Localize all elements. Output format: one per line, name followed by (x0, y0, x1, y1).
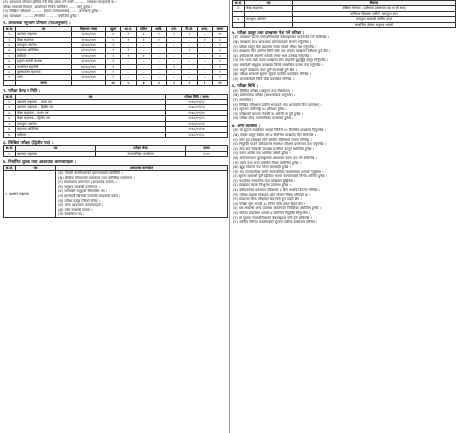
table-cell: – (167, 48, 182, 53)
table-cell: २९ (212, 80, 227, 85)
list-item: (ञ) थप जानकारीका लागि नगरपालिका कार्यालयमा सम्पर्क गर्नुहोला । (233, 169, 324, 174)
table-cell: – (182, 70, 197, 75)
table-cell: ६. (4, 59, 16, 64)
list-item: (ख) दोब्बर दस्तुर सहित थप ७ दिनभित्र दरखास्त दिन सकिनेछ । (233, 132, 316, 137)
table-cell: २ (106, 37, 121, 42)
list-item: (ड) दरखास्त फारम निःशुल्क उपलब्ध हुनेछ । (233, 183, 291, 188)
table-cell: प्रशासन सहायक – प्रथम पत्र (16, 100, 166, 105)
table-cell: – (167, 53, 182, 58)
table-cell: २ (106, 53, 121, 58)
table-cell: २ (121, 32, 136, 37)
table-cell: – (197, 59, 212, 64)
column-header: क्र.सं. (4, 165, 16, 170)
intro-line: (ङ) आवश्यक योग्यता हासिल गरी सेवा प्रवेश गर्न सक्ने ……… उपलब्ध कराइएको छ । (3, 0, 117, 4)
table-cell: – (151, 43, 166, 48)
table-cell: सहायक प्राविधिक (16, 48, 72, 53)
table-cell: – (151, 64, 166, 69)
vacancy-table-body (4, 32, 228, 86)
list-item: (क) लिखित परीक्षा (वस्तुगत तथा विषयगत) । (233, 88, 293, 93)
table-cell: १ (212, 70, 227, 75)
table-cell: १ (197, 37, 212, 42)
table-cell: ३. (4, 110, 16, 115)
exam-center-table (3, 145, 228, 157)
table-cell: ३. (4, 43, 16, 48)
table-cell: ५. (4, 53, 16, 58)
table-cell: सहायक प्राविधिक (16, 127, 166, 132)
column-header: क्र.सं. (4, 146, 16, 151)
table-cell: – (197, 43, 212, 48)
table-cell: ६ (212, 37, 227, 42)
section-5-title: ५. परीक्षा दस्तुर तथा दरखास्त पेश गर्ने तरिका : (232, 30, 305, 36)
table-cell: १ (151, 37, 166, 42)
table-cell: – (136, 59, 151, 64)
table-cell: १ (182, 48, 197, 53)
column-header: पद (245, 1, 293, 6)
table-cell: कार्यालय सहयोगी (16, 64, 72, 69)
table-cell: – (151, 59, 166, 64)
table-cell: – (182, 53, 197, 58)
table-cell: – (167, 43, 182, 48)
table-cell: ३. (233, 17, 245, 22)
application-procedure-list (232, 35, 456, 81)
exam-center-body (4, 151, 228, 156)
table-cell: – (121, 59, 136, 64)
column-header: परीक्षा केन्द्र (96, 146, 186, 151)
table-cell: शैक्षिक योग्यता : प्रवीणता प्रमाणपत्र तह वा सो सरह (293, 6, 456, 11)
table-cell: – (182, 59, 197, 64)
table-cell: – (182, 37, 197, 42)
table-cell: १ (212, 59, 227, 64)
list-item: (ग) अन्तर्वार्ता । (233, 97, 254, 102)
table-cell: १ (106, 48, 121, 53)
list-item: (घ) दरखास्त दिने अन्तिम मिति पछि पेश भएका दरखास्त स्वीकार हुने छैन । (233, 49, 331, 54)
table-cell: ५/०७८/०७९ (72, 53, 106, 58)
list-item: (ङ) उम्मेदवारले आफ्नो सम्पर्क नम्बर स्पष्ट उल्लेख गर्नुपर्नेछ । (233, 53, 312, 58)
table-cell: ७/०७८/०७९ (72, 64, 106, 69)
list-item: (ग) परीक्षा दस्तुर बैंक खातामा जम्मा गरेको भौचर पेश गर्नुपर्नेछ । (233, 44, 317, 49)
list-item: (छ) परीक्षा दस्तुर तिरेको रसिद । (58, 198, 101, 203)
vacancy-table (3, 26, 228, 86)
table-cell: २ (151, 80, 166, 85)
list-item: (छ) कार्यसम्पादन मूल्याङ्कनका आधारमा करार थप गर्न सकिनेछ । (233, 155, 317, 160)
exam-schedule-body (4, 100, 228, 138)
table-cell: ३ (212, 48, 227, 53)
table-cell: २०७८/०९/१५ (166, 116, 228, 121)
table-cell: २०७८/०९/१६ (166, 121, 228, 126)
list-item: (च) हालसालै खिचेको पासपोर्ट साइजको फोटो । (58, 193, 121, 198)
table-cell: २०७८/०९/१४ (166, 110, 228, 115)
list-item: (ग) उमेर हद दरखास्त दिने अन्तिम मितिसम्म गणना गरिनेछ । (233, 137, 312, 142)
table-cell: नगरपालिका कार्यालय (96, 151, 186, 156)
table-row (4, 151, 228, 156)
list-item: (ख) प्रयोगात्मक परीक्षा (आवश्यकता अनुसार) । (233, 93, 296, 98)
table-cell: – (151, 48, 166, 53)
column-header: जम्मा (212, 26, 227, 31)
list-item: (ज) तलब तथा भत्ता प्रचलित नियम बमोजिम हुनेछ । (233, 160, 301, 165)
table-row (233, 22, 456, 27)
column-header: पि.क्षे. (182, 26, 197, 31)
left-column (3, 0, 228, 433)
list-item: (ञ) अन्तर्वार्ताको मिति पछि प्रकाशित गरिनेछ । (233, 76, 294, 81)
list-item: (ख) शैक्षिक योग्यताको प्रमाणपत्र तथा चारित्रिक प्रमाणपत्र । (58, 175, 135, 180)
table-cell: – (136, 48, 151, 53)
list-item: (ज) अन्य आवश्यक कागजातहरू । (58, 203, 104, 208)
table-cell: ९/०७८/०७९ (72, 75, 106, 80)
table-cell: ५ (121, 80, 136, 85)
table-cell: १ (106, 75, 121, 80)
table-cell: १ (121, 53, 136, 58)
list-item: (ङ) सेवा सर्त सम्बन्धी व्यवस्था प्रचलित कानुन बमोजिम हुनेछ । (233, 146, 314, 151)
table-cell: २०७८/०९/१२ (166, 100, 228, 105)
intro-block (3, 0, 228, 18)
table-cell: १ (136, 32, 151, 37)
table-cell: खरिदार (16, 132, 166, 137)
column-header: मधे. (167, 26, 182, 31)
table-cell: जम्मा (16, 80, 72, 85)
table-cell: १ (167, 64, 182, 69)
table-cell: १:०० (186, 151, 228, 156)
list-item: (क) यो सूचना प्रकाशित भएको मितिले २१ दिनभित्र दरखास्त दिनुपर्नेछ । (233, 128, 326, 133)
list-item: (घ) लिखित परीक्षामा उत्तीर्ण भएकाले मात्र अन्तर्वार्ता दिन पाउनेछन् । (233, 102, 322, 107)
table-cell: १ (106, 43, 121, 48)
table-cell: १ (197, 80, 212, 85)
list-item: (छ) समावेशी समूहमा दरखास्त दिनेले सम्बन्धित प्रमाण पेश गर्नुपर्नेछ । (233, 63, 323, 67)
table-cell (245, 22, 293, 27)
table-cell: ७. (4, 64, 16, 69)
table-cell: कम्प्युटर अपरेटर (16, 121, 166, 126)
table-cell: ८. (4, 70, 16, 75)
table-cell: १ (106, 59, 121, 64)
table-cell: ६/०७८/०७९ (72, 59, 106, 64)
exam-schedule-table (3, 94, 228, 138)
table-cell: सम्बन्धित क्षेत्रमा अनुभव भएको (293, 22, 456, 27)
table-cell: कम्प्युटर सम्बन्धी तालिम प्राप्त (293, 17, 456, 22)
list-item: (द) यस सम्बन्धी अन्य व्यवस्था आयोगको निर्देशिका बमोजिम हुनेछ । (233, 206, 322, 211)
table-cell: १ (212, 75, 227, 80)
table-cell: १ (167, 32, 182, 37)
table-cell: १ (121, 37, 136, 42)
list-item: (क) दरखास्त फारम नगरपालिकाको वेबसाइटबाट डाउनलोड गर्न सकिनेछ । (233, 35, 329, 40)
table-cell: – (121, 75, 136, 80)
table-cell (233, 22, 245, 27)
table-cell: ४. (4, 48, 16, 53)
table-cell: – (167, 59, 182, 64)
table-cell: २/०७८/०७९ (72, 37, 106, 42)
table-cell: ३ (136, 80, 151, 85)
table-cell: – (197, 32, 212, 37)
column-header: विवरण (293, 1, 456, 6)
table-cell: – (182, 75, 197, 80)
table-cell: प्रशासन सहायक (16, 151, 96, 156)
table-cell: पुस्तकालय सहायक (16, 70, 72, 75)
section-3-title: ३. लिखित परीक्षा (द्वितीय पत्र) : (3, 139, 54, 145)
table-cell: १४ (106, 80, 121, 85)
list-item: (च) परीक्षाको माध्यम नेपाली वा अंग्रेजी वा दुवै हुनेछ । (233, 111, 303, 116)
table-cell: – (197, 70, 212, 75)
intro-line: (छ) पाठ्यक्रम ……… निर्धारित ……… बमोजिम हुनेछ । (3, 13, 79, 18)
table-cell: १ (106, 70, 121, 75)
table-row (4, 132, 228, 137)
table-cell: लेखा सहायक – द्वितीय पत्र (16, 116, 166, 121)
table-cell: ९. (4, 75, 16, 80)
table-cell: ४ (212, 53, 227, 58)
column-header: पद (16, 26, 72, 31)
table-cell: – (167, 75, 182, 80)
table-cell: – (136, 70, 151, 75)
table-cell: ४. (4, 116, 16, 121)
table-cell: १/०७८/०७९ (72, 32, 106, 37)
table-cell: – (121, 70, 136, 75)
table-row (4, 170, 228, 217)
list-item: (च) करार अवधि एक आर्थिक वर्षको हुनेछ । (233, 151, 291, 156)
documents-table (3, 165, 228, 218)
table-cell: १. (4, 32, 16, 37)
table-cell: – (182, 43, 197, 48)
section-1-title: १. आवश्यक न्यूनतम योग्यता (पदअनुसार) : (3, 20, 71, 26)
table-cell: २०७८/०९/१८ (166, 132, 228, 137)
section-6-title: ६. परीक्षा विधि : (232, 83, 259, 89)
column-header: पद (16, 165, 56, 170)
table-cell: १ (121, 48, 136, 53)
table-cell: २. (4, 37, 16, 42)
list-item: (ख) दरखास्त साथ आवश्यक कागजातहरू संलग्न गर्नुपर्नेछ । (233, 40, 311, 45)
table-cell: – (167, 37, 182, 42)
table-cell: प्रशासन सहायक – द्वितीय पत्र (16, 105, 166, 110)
list-item: (न) यो सूचना नगरपालिकाको वेबसाइटमा पनि हेर्न सकिनेछ । (233, 215, 312, 220)
table-cell: १० (212, 32, 227, 37)
column-header: आवश्यक कागजात (56, 165, 228, 170)
qualification-table (232, 0, 456, 28)
section-7-title: ७. अन्य व्यवस्था : (232, 122, 261, 128)
table-cell: ५. (4, 121, 16, 126)
list-item: (ज) अपूर्ण दरखास्त उपर कुनै कारबाही हुने छैन । (233, 67, 297, 72)
table-cell: वाणिज्य विषयमा उत्तीर्ण, कम्प्युटर ज्ञान (293, 11, 456, 16)
list-item: (च) एक भन्दा बढी पदमा दरखास्त दिन चाहनेले छुट्टाछुट्टै दस्तुर तिर्नुपर्नेछ । (233, 58, 329, 63)
table-cell: – (136, 43, 151, 48)
list-item: (थ) परीक्षा सुरु भएको ३० मिनेट पछि प्रवेश दिइने छैन । (233, 201, 306, 206)
post-cell: १. प्रशासन सहायक (4, 170, 56, 217)
table-cell: – (121, 64, 136, 69)
table-cell: ३/०७८/०७९ (72, 43, 106, 48)
list-item: (त) प्रवेशपत्र बिना परीक्षामा सहभागी हुन पाइने छैन । (233, 197, 302, 202)
table-cell: – (197, 48, 212, 53)
table-cell: १ (212, 43, 227, 48)
column-header: क्र.सं. (4, 26, 16, 31)
column-header: परीक्षा मिति / समय (166, 94, 228, 99)
list-item: (झ) परीक्षा सम्बन्धी सूचना सूचना पाटीमा प्रकाशित गरिनेछ । (233, 72, 311, 77)
table-cell: ८/०७८/०७९ (72, 70, 106, 75)
column-header: क्र.सं. (4, 94, 16, 99)
intro-line: परीक्षा सम्बन्धी विवरण, आयोगको निर्णय बमोजिम …… लागू हुनेछ । (3, 4, 93, 9)
table-cell: लेखा सहायक – प्रथम पत्र (16, 110, 166, 115)
table-cell: १ (136, 37, 151, 42)
table-cell: ४ (106, 32, 121, 37)
list-item: (घ) नियुक्ति पाउने उम्मेदवारले स्वास्थ्य परीक्षण प्रमाणपत्र पेश गर्नुपर्नेछ । (233, 142, 326, 147)
list-item: (घ) अनुभव सम्बन्धी प्रमाणपत्र । (58, 184, 100, 189)
table-cell: – (167, 70, 182, 75)
documents-list-cell (56, 170, 228, 217)
table-cell: ६. (4, 127, 16, 132)
table-cell: २ (182, 80, 197, 85)
exam-method-list (232, 89, 456, 121)
table-cell: २. (233, 6, 245, 11)
table-cell: १ (106, 64, 121, 69)
table-cell: २. (4, 105, 16, 110)
table-cell: २०७८/०९/१३ (166, 105, 228, 110)
column-header: विज्ञापन नम्बर (72, 26, 106, 31)
list-item: (झ) झुट्टा विवरण पेश गरेमा कारबाही हुनेछ । (233, 165, 291, 170)
table-cell: – (197, 53, 212, 58)
table-cell (72, 80, 106, 85)
table-cell: २०७८/०९/१७ (166, 127, 228, 132)
table-cell: अन्य (16, 75, 72, 80)
qualification-body (233, 6, 456, 28)
table-cell: ४/०७८/०७९ (72, 48, 106, 53)
table-cell: १ (136, 53, 151, 58)
column-header: क्र.सं. (233, 1, 245, 6)
section-2-title: २. परीक्षा केन्द्र र मिति : (3, 88, 41, 94)
table-cell: १. (4, 100, 16, 105)
table-cell: – (197, 64, 212, 69)
intro-line: (च) लिखित परीक्षामा ……… सफल उम्मेदवारलाई …… अन्तर्वार्ता हुनेछ । (3, 9, 101, 14)
table-cell: हलुका सवारी चालक (16, 59, 72, 64)
column-header: पद (16, 94, 166, 99)
list-item: (ङ) समावेशी समूहको सिफारिस पत्र । (58, 189, 108, 194)
column-header: पद (16, 146, 96, 151)
list-item: (ध) नतिजा प्रकाशित भएको ७ दिनभित्र नियुक्ति लिनुपर्नेछ । (233, 211, 311, 216)
column-divider (229, 0, 230, 433)
table-cell: – (182, 64, 197, 69)
table-cell: लेखा सहायक (16, 37, 72, 42)
right-column (232, 0, 456, 433)
column-header: अपां. (197, 26, 212, 31)
table-cell: १ (182, 32, 197, 37)
table-cell: – (151, 75, 166, 80)
list-item: (ञ) स्वघोषणा पत्र । (58, 212, 85, 217)
table-cell: १. (4, 151, 16, 156)
list-item: (ङ) न्यूनतम उत्तीर्णाङ्क ४० प्रतिशत हुनेछ । (233, 107, 287, 112)
list-item: (ढ) उम्मेदवारको प्रवेशपत्र परीक्षाको ३ दिन अगाडि वितरण गरिनेछ । (233, 188, 321, 193)
table-cell: – (151, 70, 166, 75)
column-header: समय (186, 146, 228, 151)
list-item: (झ) उमेर सम्बन्धी प्रमाण । (58, 207, 93, 212)
column-header: खुला (106, 26, 121, 31)
list-item: (ठ) कार्यालय समयभित्र मात्र दरखास्त बुझिनेछ । (233, 178, 296, 183)
table-cell (4, 80, 16, 85)
table-cell: १ (151, 32, 166, 37)
column-header: आदि. (151, 26, 166, 31)
table-cell: कम्प्युटर अपरेटर (245, 17, 293, 22)
table-cell: २ (167, 80, 182, 85)
table-cell: – (151, 53, 166, 58)
list-item: (क) नेपाली नागरिकताको प्रमाणपत्रको प्रतिलिपि । (58, 170, 123, 175)
table-cell: प्रशासन सहायक (16, 32, 72, 37)
table-cell: कम्प्युटर अपरेटर (16, 43, 72, 48)
table-cell: – (121, 43, 136, 48)
list-item: (ग) समकक्षता प्रमाणपत्र (आवश्यक भएमा) । (58, 180, 117, 185)
table-cell: ७. (4, 132, 16, 137)
section-4-title: ४. निर्धारित शुल्क तथा आवश्यक कागजातहरू : (3, 159, 77, 165)
list-item: (प) अन्तिम नतिजा कार्यालयको सूचना पाटीमा प्रकाशित गरिनेछ । (233, 220, 318, 225)
column-header: आ.म. (121, 26, 136, 31)
other-provisions-list (232, 128, 456, 224)
table-cell: २ (212, 64, 227, 69)
list-item: (ट) सूचना सम्बन्धी कुनै द्विविधा भएमा कार्यालयको निर्णय अन्तिम हुनेछ । (233, 174, 328, 179)
table-total-row (4, 80, 228, 85)
table-cell: खरिदार (16, 53, 72, 58)
table-cell: – (136, 64, 151, 69)
table-cell: – (197, 75, 212, 80)
table-cell: – (136, 75, 151, 80)
column-header: दलित (136, 26, 151, 31)
list-item: (छ) परीक्षा केन्द्र नगरपालिका कार्यालय हुनेछ । (233, 116, 294, 121)
table-cell: लेखा सहायक (245, 6, 293, 11)
list-item: (ण) परीक्षा कक्षमा मोबाइल फोन लैजान निषेध गरिएको छ । (233, 192, 311, 197)
